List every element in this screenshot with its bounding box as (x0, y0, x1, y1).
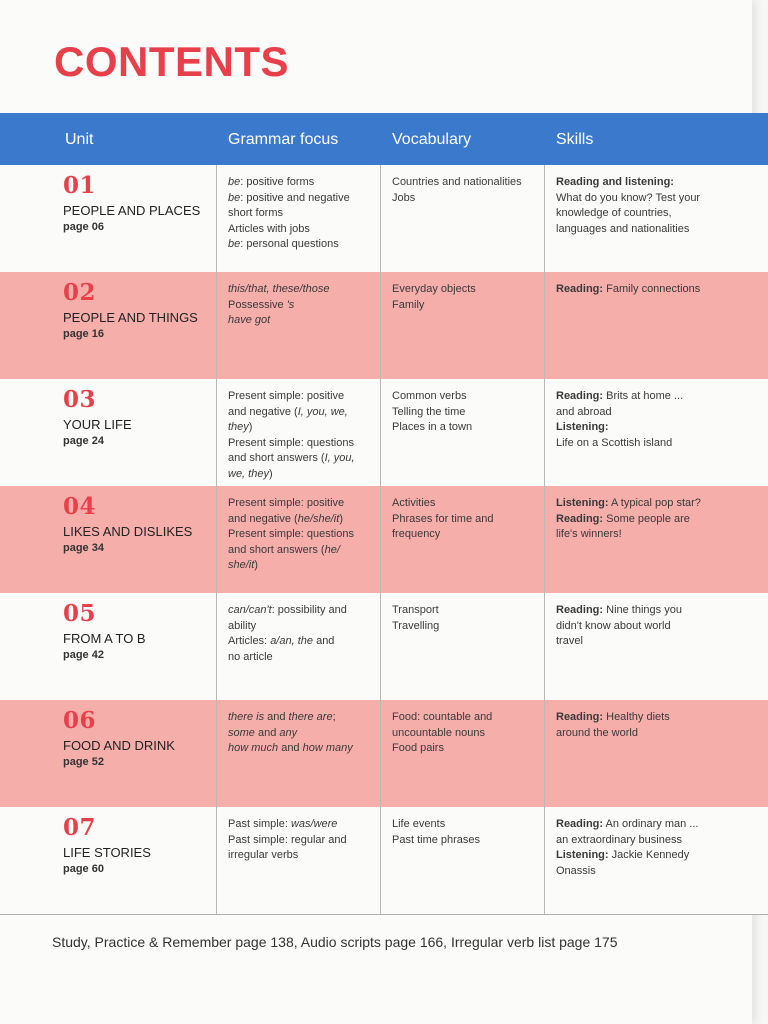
grammar-text: he/ (324, 543, 340, 556)
footer-note: Study, Practice & Remember page 138, Audio scripts page 166, Irregular verb list page 175 (52, 934, 618, 950)
header-vocabulary: Vocabulary (392, 131, 472, 148)
grammar-cell (216, 593, 380, 700)
grammar-line (228, 650, 372, 666)
grammar-line (228, 726, 372, 742)
skills-text: around the world (556, 726, 638, 739)
unit-name: PEOPLE AND THINGS (63, 310, 198, 325)
skills-text: An ordinary man ... (603, 818, 699, 830)
skills-line (556, 420, 760, 436)
vocabulary-cell (380, 165, 544, 272)
vocabulary-line: Past time phrases (392, 833, 481, 846)
skills-cell (544, 272, 768, 379)
grammar-text: ) (248, 421, 253, 433)
vocabulary-line: Transport (392, 604, 439, 616)
vocabulary-line: uncountable nouns (392, 726, 485, 739)
grammar-text: was/were (290, 818, 338, 830)
skills-cell (544, 593, 768, 700)
skills-text: Reading: (556, 283, 604, 295)
grammar-text: how much (228, 742, 279, 754)
grammar-line (228, 313, 372, 329)
vocabulary-line: Countries and nationalities (392, 176, 522, 188)
grammar-text: Articles: (228, 635, 271, 647)
skills-cell (544, 165, 768, 272)
vocabulary-line: Food: countable and (392, 711, 493, 723)
unit-number: 03 (63, 386, 97, 413)
grammar-line (228, 222, 372, 238)
grammar-line (228, 634, 372, 650)
skills-line (556, 496, 760, 512)
grammar-text: be (228, 176, 241, 188)
unit-page: page 24 (63, 435, 104, 447)
grammar-text: short forms (228, 207, 284, 219)
skills-line (556, 512, 760, 528)
skills-text: Reading: (556, 512, 604, 525)
grammar-text: have got (228, 314, 271, 326)
table-row (0, 486, 768, 593)
skills-text: What do you know? Test your (556, 191, 701, 204)
skills-cell (544, 807, 768, 914)
vocabulary-line: Jobs (392, 191, 416, 204)
header-unit: Unit (65, 131, 94, 148)
skills-line (556, 282, 760, 298)
table-row (0, 272, 768, 379)
vocabulary-line: frequency (392, 528, 441, 540)
grammar-text: be (228, 191, 241, 204)
skills-text: Life on a Scottish island (556, 436, 673, 449)
grammar-text: Present simple: questions (228, 436, 354, 449)
grammar-line (228, 175, 372, 191)
skills-text: travel (556, 635, 583, 647)
footer-divider (0, 914, 768, 915)
skills-text: Nine things you (603, 604, 682, 616)
grammar-text: ) (254, 559, 258, 571)
unit-cell (0, 700, 216, 807)
grammar-line (228, 389, 372, 405)
vocabulary-line: Telling the time (392, 405, 466, 418)
grammar-line (228, 405, 372, 421)
table-row (0, 593, 768, 700)
skills-cell (544, 379, 768, 486)
skills-line (556, 405, 760, 421)
table-row (0, 700, 768, 807)
skills-text: and abroad (556, 405, 612, 418)
grammar-line (228, 467, 372, 483)
table-row (0, 165, 768, 272)
grammar-text: and short answers ( (228, 543, 325, 556)
grammar-cell (216, 807, 380, 914)
grammar-text: can/can't (228, 604, 272, 616)
grammar-line (228, 848, 372, 864)
skills-text: A typical pop star? (608, 497, 701, 509)
grammar-text: how many (302, 742, 353, 754)
skills-text: Family connections (603, 283, 701, 295)
grammar-text: no article (228, 650, 273, 663)
grammar-text: some (228, 726, 255, 739)
skills-line (556, 833, 760, 849)
grammar-line (228, 436, 372, 452)
contents-table (0, 165, 768, 914)
grammar-text: she/it (228, 559, 255, 571)
grammar-line (228, 619, 372, 635)
vocabulary-line: Places in a town (392, 421, 473, 433)
unit-number: 06 (63, 707, 97, 734)
grammar-line (228, 237, 372, 253)
skills-text: Listening: (556, 421, 609, 433)
skills-line (556, 175, 760, 191)
grammar-text: and short answers ( (228, 452, 325, 464)
unit-page: page 34 (63, 542, 104, 554)
header-skills: Skills (556, 131, 594, 148)
skills-text: Jackie Kennedy (608, 849, 690, 861)
grammar-text: there are (288, 711, 333, 723)
grammar-line (228, 817, 372, 833)
table-row (0, 379, 768, 486)
vocabulary-cell (380, 807, 544, 914)
table-row (0, 807, 768, 914)
grammar-text: ) (268, 467, 273, 480)
skills-cell (544, 700, 768, 807)
grammar-text: this/that, these/those (228, 283, 330, 295)
vocabulary-cell (380, 486, 544, 593)
unit-page: page 16 (63, 328, 104, 340)
vocabulary-line: Life events (392, 818, 446, 830)
skills-text: knowledge of countries, (556, 207, 672, 219)
unit-cell (0, 486, 216, 593)
header-grammar: Grammar focus (228, 131, 339, 148)
grammar-text: ) (339, 512, 343, 525)
grammar-text: there is (228, 711, 265, 723)
grammar-line (228, 420, 372, 436)
grammar-line (228, 543, 372, 559)
grammar-cell (216, 379, 380, 486)
grammar-line (228, 282, 372, 298)
skills-line (556, 206, 760, 222)
grammar-text: and negative ( (228, 405, 298, 418)
grammar-text: be (228, 238, 241, 250)
grammar-text: I, you, we, (297, 405, 348, 418)
grammar-line (228, 558, 372, 574)
grammar-text: : positive forms (240, 176, 315, 188)
vocabulary-cell (380, 700, 544, 807)
skills-text: Listening: (556, 849, 609, 861)
unit-number: 04 (63, 493, 97, 520)
skills-text: languages and nationalities (556, 222, 690, 235)
vocabulary-cell (380, 593, 544, 700)
vocabulary-line: Travelling (392, 619, 440, 632)
vocabulary-cell (380, 379, 544, 486)
skills-line (556, 817, 760, 833)
grammar-text: I, you, (324, 452, 355, 464)
grammar-text: a/an, the (270, 635, 314, 647)
grammar-text: and (313, 635, 335, 647)
grammar-text: they (228, 421, 249, 433)
grammar-text: Possessive (228, 298, 287, 311)
vocabulary-line: Phrases for time and (392, 512, 494, 525)
skills-line (556, 222, 760, 238)
skills-line (556, 527, 760, 543)
page-title: CONTENTS (54, 38, 289, 85)
grammar-text: Present simple: questions (228, 528, 354, 540)
grammar-text: any (279, 726, 298, 739)
skills-text: Listening: (556, 497, 609, 509)
unit-number: 02 (63, 279, 97, 306)
skills-line (556, 710, 760, 726)
skills-line (556, 864, 760, 880)
grammar-cell (216, 700, 380, 807)
vocabulary-line: Everyday objects (392, 283, 476, 295)
unit-number: 07 (63, 814, 97, 841)
grammar-text: Articles with jobs (228, 222, 310, 235)
skills-text: Some people are (603, 512, 690, 525)
grammar-line (228, 710, 372, 726)
skills-cell (544, 486, 768, 593)
grammar-text: and (278, 742, 303, 754)
grammar-text: and negative ( (228, 512, 298, 525)
grammar-text: irregular verbs (228, 849, 299, 861)
grammar-text: and (264, 711, 289, 723)
skills-text: Reading: (556, 711, 604, 723)
grammar-line (228, 603, 372, 619)
grammar-text: : personal questions (240, 238, 339, 250)
grammar-cell (216, 165, 380, 272)
skills-text: Reading: (556, 604, 604, 616)
unit-cell (0, 165, 216, 272)
skills-text: life's winners! (556, 528, 622, 540)
grammar-line (228, 298, 372, 314)
skills-line (556, 726, 760, 742)
grammar-text: ability (228, 619, 257, 632)
grammar-text: he/she/it (297, 512, 340, 525)
grammar-line (228, 191, 372, 207)
table-header (0, 113, 768, 165)
unit-cell (0, 272, 216, 379)
skills-text: Reading and listening: (556, 176, 674, 188)
unit-name: FOOD AND DRINK (63, 738, 175, 753)
grammar-line (228, 741, 372, 757)
skills-line (556, 848, 760, 864)
grammar-cell (216, 272, 380, 379)
unit-number: 05 (63, 600, 97, 627)
skills-text: Onassis (556, 864, 596, 877)
unit-page: page 06 (63, 221, 104, 233)
grammar-cell (216, 486, 380, 593)
vocabulary-line: Food pairs (392, 742, 444, 754)
grammar-text: 's (286, 298, 295, 311)
grammar-line (228, 206, 372, 222)
unit-name: LIFE STORIES (63, 845, 151, 860)
grammar-text: and (254, 726, 280, 739)
grammar-text: Past simple: (228, 818, 291, 830)
skills-text: didn't know about world (556, 619, 671, 632)
grammar-text: Present simple: positive (228, 390, 345, 402)
unit-cell (0, 379, 216, 486)
unit-page: page 42 (63, 649, 104, 661)
vocabulary-line: Common verbs (392, 390, 467, 402)
unit-page: page 60 (63, 863, 104, 875)
unit-page: page 52 (63, 756, 104, 768)
unit-name: PEOPLE AND PLACES (63, 203, 201, 218)
skills-line (556, 603, 760, 619)
grammar-text: Past simple: regular and (228, 833, 347, 846)
skills-line (556, 389, 760, 405)
grammar-text: we, they (228, 467, 269, 480)
grammar-line (228, 451, 372, 467)
skills-text: Brits at home ... (603, 390, 684, 402)
grammar-text: : positive and negative (240, 191, 350, 204)
unit-number: 01 (63, 172, 97, 199)
grammar-text: Present simple: positive (228, 497, 345, 509)
vocabulary-cell (380, 272, 544, 379)
grammar-line (228, 512, 372, 528)
unit-cell (0, 807, 216, 914)
skills-text: an extraordinary business (556, 833, 682, 846)
vocabulary-line: Activities (392, 497, 436, 509)
unit-name: FROM A TO B (63, 631, 146, 646)
vocabulary-line: Family (392, 298, 425, 311)
grammar-line (228, 527, 372, 543)
skills-text: Reading: (556, 818, 604, 830)
grammar-text: ; (332, 711, 336, 723)
skills-line (556, 619, 760, 635)
grammar-line (228, 833, 372, 849)
skills-line (556, 191, 760, 207)
grammar-text: : possibility and (271, 604, 347, 616)
unit-cell (0, 593, 216, 700)
unit-name: LIKES AND DISLIKES (63, 524, 193, 539)
skills-text: Healthy diets (603, 711, 670, 723)
skills-line (556, 436, 760, 452)
skills-line (556, 634, 760, 650)
grammar-line (228, 496, 372, 512)
unit-name: YOUR LIFE (63, 417, 132, 432)
skills-text: Reading: (556, 390, 604, 402)
